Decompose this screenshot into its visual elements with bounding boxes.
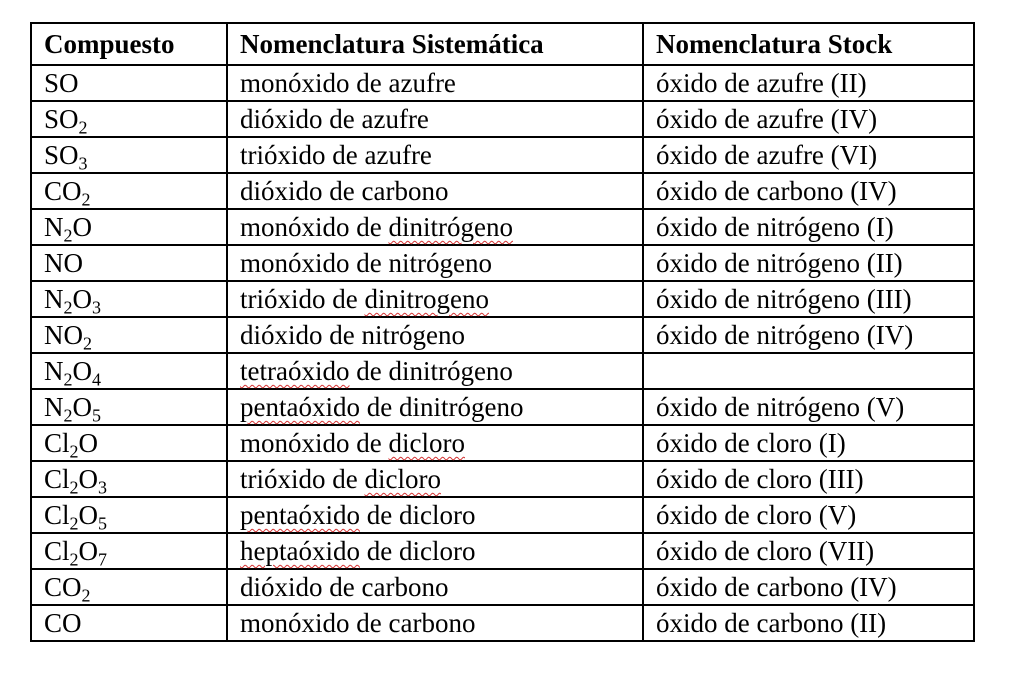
- compound-cell: [31, 281, 227, 317]
- compound-cell: [31, 605, 227, 641]
- stock-name-cell: óxido de nitrógeno (I): [643, 209, 974, 245]
- stock-name-cell: óxido de cloro (I): [643, 425, 974, 461]
- compound-cell: [31, 533, 227, 569]
- text-segment: Cl: [44, 500, 70, 530]
- text-segment: SO: [44, 140, 79, 170]
- nomenclature-table: [30, 22, 975, 642]
- spellcheck-flagged-word: dinitrogeno: [364, 284, 489, 314]
- text-segment: de dicloro: [359, 536, 476, 566]
- systematic-name-cell: [227, 497, 643, 533]
- table-row: [31, 569, 974, 605]
- text-segment: trióxido de: [240, 284, 365, 314]
- table-row: [31, 65, 974, 101]
- spellcheck-flagged-word: pentaóxido: [240, 392, 360, 422]
- text-segment: CO: [44, 608, 82, 638]
- subscript: 2: [81, 585, 91, 606]
- subscript: 2: [63, 225, 73, 246]
- compound-cell: [31, 425, 227, 461]
- table-row: [31, 245, 974, 281]
- stock-name-cell: [643, 353, 974, 389]
- stock-name-cell: óxido de carbono (II): [643, 605, 974, 641]
- subscript: 4: [92, 369, 101, 390]
- table-row: [31, 173, 974, 209]
- spellcheck-flagged-word: tetraóxido: [240, 356, 350, 386]
- text-segment: O: [72, 212, 92, 242]
- subscript: 2: [63, 369, 73, 390]
- systematic-name-cell: [227, 461, 643, 497]
- compound-cell: [31, 389, 227, 425]
- compound-cell: [31, 353, 227, 389]
- text-segment: N: [44, 392, 64, 422]
- table-body: [31, 65, 974, 641]
- subscript: 7: [98, 549, 108, 570]
- header-stock-nomenclature: Nomenclatura Stock: [643, 23, 974, 65]
- subscript: 2: [69, 513, 79, 534]
- compound-cell: [31, 317, 227, 353]
- text-segment: dióxido de nitrógeno: [240, 320, 465, 350]
- systematic-name-cell: [227, 101, 643, 137]
- table-row: [31, 389, 974, 425]
- text-segment: SO: [44, 68, 79, 98]
- spellcheck-flagged-word: dicloro: [364, 464, 441, 494]
- stock-name-cell: óxido de azufre (II): [643, 65, 974, 101]
- text-segment: Cl: [44, 464, 70, 494]
- table-row: [31, 353, 974, 389]
- table-row: [31, 497, 974, 533]
- subscript: 5: [92, 405, 101, 426]
- subscript: 3: [78, 153, 88, 174]
- text-segment: O: [72, 392, 92, 422]
- text-segment: de dicloro: [359, 500, 476, 530]
- text-segment: Cl: [44, 428, 70, 458]
- text-segment: de dinitrógeno: [349, 356, 513, 386]
- compound-cell: [31, 461, 227, 497]
- systematic-name-cell: [227, 605, 643, 641]
- subscript: 2: [83, 333, 92, 354]
- subscript: 2: [69, 549, 79, 570]
- systematic-name-cell: [227, 533, 643, 569]
- text-segment: monóxido de: [240, 428, 389, 458]
- text-segment: monóxido de azufre: [240, 68, 456, 98]
- text-segment: O: [78, 536, 99, 566]
- systematic-name-cell: [227, 569, 643, 605]
- text-segment: dióxido de carbono: [240, 176, 449, 206]
- subscript: 3: [98, 477, 108, 498]
- subscript: 2: [69, 477, 79, 498]
- systematic-name-cell: [227, 281, 643, 317]
- table-row: [31, 461, 974, 497]
- text-segment: O: [78, 464, 99, 494]
- table-row: [31, 425, 974, 461]
- text-segment: Cl: [44, 536, 70, 566]
- text-segment: CO: [44, 572, 82, 602]
- systematic-name-cell: [227, 65, 643, 101]
- text-segment: N: [44, 212, 64, 242]
- table-row: [31, 605, 974, 641]
- header-row: [31, 23, 974, 65]
- compound-cell: [31, 497, 227, 533]
- text-segment: O: [72, 284, 92, 314]
- text-segment: NO: [44, 248, 83, 278]
- stock-name-cell: óxido de carbono (IV): [643, 569, 974, 605]
- systematic-name-cell: [227, 245, 643, 281]
- text-segment: dióxido de carbono: [240, 572, 449, 602]
- subscript: 2: [63, 405, 73, 426]
- header-systematic-nomenclature: Nomenclatura Sistemática: [227, 23, 643, 65]
- text-segment: monóxido de: [240, 212, 389, 242]
- spellcheck-flagged-word: heptaóxido: [240, 536, 360, 566]
- stock-name-cell: óxido de nitrógeno (II): [643, 245, 974, 281]
- systematic-name-cell: [227, 209, 643, 245]
- text-segment: O: [78, 500, 99, 530]
- stock-name-cell: óxido de carbono (IV): [643, 173, 974, 209]
- compound-cell: [31, 173, 227, 209]
- systematic-name-cell: [227, 389, 643, 425]
- systematic-name-cell: [227, 317, 643, 353]
- compound-cell: [31, 569, 227, 605]
- text-segment: O: [78, 428, 99, 458]
- table-row: [31, 317, 974, 353]
- stock-name-cell: óxido de cloro (VII): [643, 533, 974, 569]
- table-row: [31, 209, 974, 245]
- compound-cell: [31, 65, 227, 101]
- text-segment: CO: [44, 176, 82, 206]
- subscript: 2: [81, 189, 91, 210]
- spellcheck-flagged-word: dinitrógeno: [388, 212, 513, 242]
- stock-name-cell: óxido de nitrógeno (III): [643, 281, 974, 317]
- text-segment: monóxido de nitrógeno: [240, 248, 492, 278]
- subscript: 2: [69, 441, 79, 462]
- stock-name-cell: óxido de nitrógeno (V): [643, 389, 974, 425]
- header-compound: Compuesto: [31, 23, 227, 65]
- text-segment: O: [72, 356, 92, 386]
- compound-cell: [31, 101, 227, 137]
- text-segment: monóxido de carbono: [240, 608, 476, 638]
- compound-cell: [31, 245, 227, 281]
- compound-cell: [31, 209, 227, 245]
- text-segment: dióxido de azufre: [240, 104, 429, 134]
- stock-name-cell: óxido de azufre (IV): [643, 101, 974, 137]
- subscript: 5: [98, 513, 108, 534]
- spellcheck-flagged-word: pentaóxido: [240, 500, 360, 530]
- text-segment: de dinitrógeno: [359, 392, 524, 422]
- systematic-name-cell: [227, 353, 643, 389]
- stock-name-cell: óxido de cloro (III): [643, 461, 974, 497]
- stock-name-cell: óxido de azufre (VI): [643, 137, 974, 173]
- text-segment: N: [44, 284, 64, 314]
- text-segment: N: [44, 356, 64, 386]
- spellcheck-flagged-word: dicloro: [388, 428, 465, 458]
- text-segment: NO: [44, 320, 83, 350]
- systematic-name-cell: [227, 137, 643, 173]
- table-row: [31, 533, 974, 569]
- table-row: [31, 101, 974, 137]
- text-segment: SO: [44, 104, 79, 134]
- stock-name-cell: óxido de cloro (V): [643, 497, 974, 533]
- text-segment: trióxido de: [240, 464, 365, 494]
- systematic-name-cell: [227, 173, 643, 209]
- compound-cell: [31, 137, 227, 173]
- subscript: 2: [78, 117, 88, 138]
- subscript: 2: [63, 297, 73, 318]
- table-row: [31, 281, 974, 317]
- stock-name-cell: óxido de nitrógeno (IV): [643, 317, 974, 353]
- subscript: 3: [92, 297, 101, 318]
- systematic-name-cell: [227, 425, 643, 461]
- text-segment: trióxido de azufre: [240, 140, 432, 170]
- table-row: [31, 137, 974, 173]
